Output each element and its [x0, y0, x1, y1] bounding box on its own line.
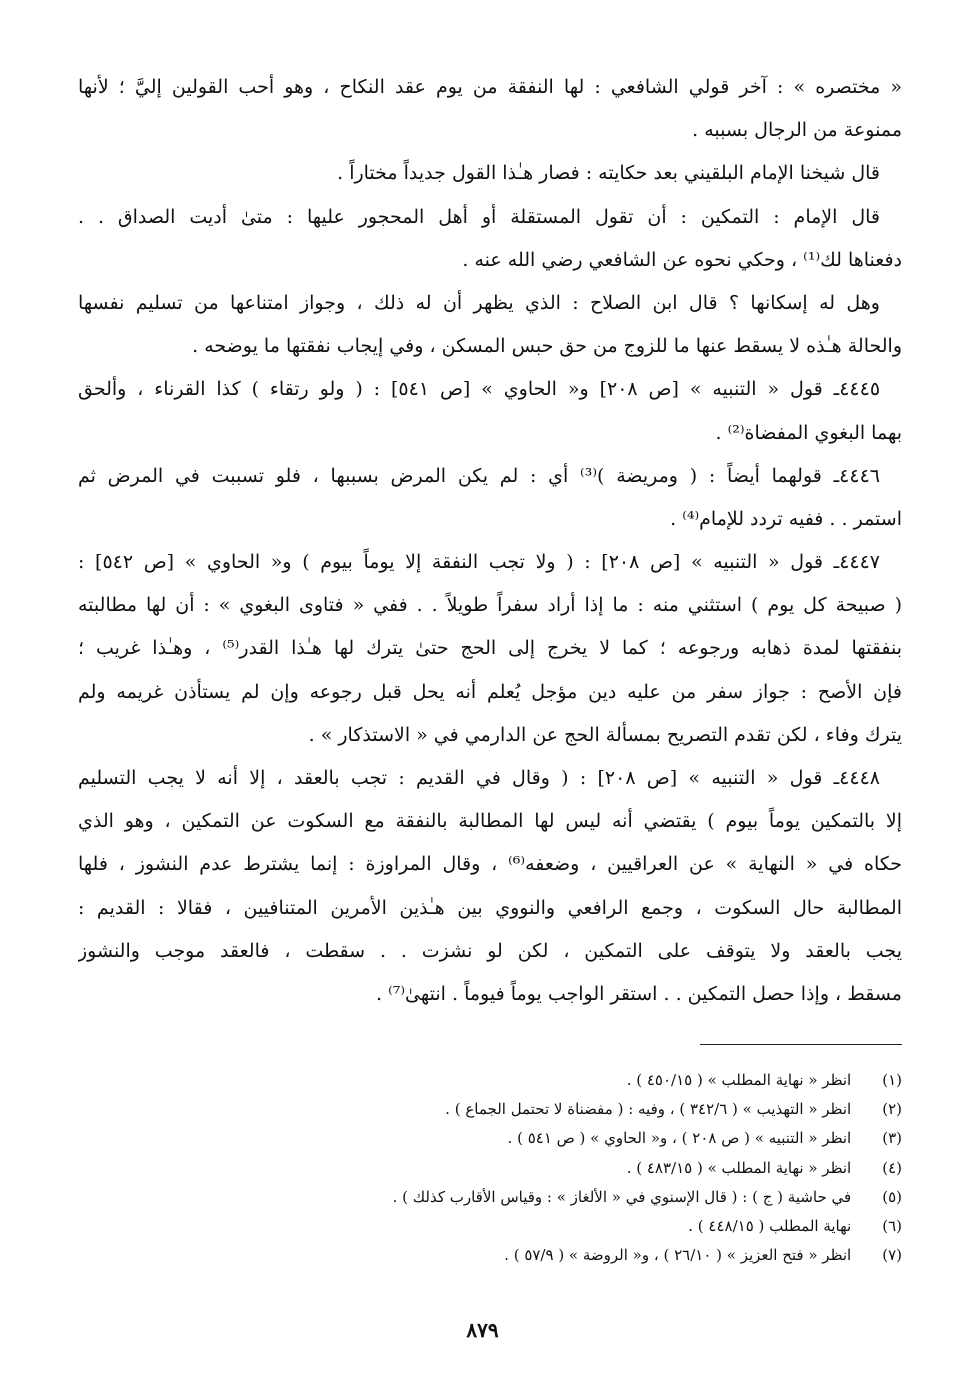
- text-line-4: قال الإمام : التمكين : أن تقول المستقلة أو أهل المحجور عليها : متىٰ أديت الصداق . .: [78, 205, 880, 228]
- text-line-5: دفعناها لك⁽¹⁾ ، وحكي نحوه عن الشافعي رضي الله عنه .: [462, 248, 902, 271]
- text-line-9: بهما البغوي المفضاة⁽²⁾ .: [715, 421, 902, 444]
- footnote-4: [78, 1154, 902, 1183]
- footnotes: [78, 1066, 902, 1270]
- text-line-20: المطالبة حال السكوت ، وجمع الرافعي والنووي بين هـٰذين الأمرين المتنافيين ، فقالا : القديم :: [78, 896, 902, 919]
- footnote-3: [78, 1124, 902, 1153]
- footnote-5: [78, 1183, 902, 1212]
- footnote-6: [78, 1212, 902, 1241]
- footnote-2: [78, 1095, 902, 1124]
- footnote-separator: [700, 1044, 902, 1045]
- text-line-21: يجب بالعقد ولا يتوقف على التمكين ، لكن لو نشزت . . سقطت ، فالعقد موجب والنشوز: [78, 939, 902, 962]
- footnote-number: (٤): [882, 1158, 902, 1177]
- text-line-3: قال شيخنا الإمام البلقيني بعد حكايته : فصار هـٰذا القول جديداً مختاراً .: [337, 162, 880, 185]
- text-line-15: فإن الأصح : جواز سفر من عليه دين مؤجل يُعلم أنه يحل قبل رجوعه وإن لم يستأذن غريمه ولم: [78, 680, 902, 703]
- text-line-6: وهل له إسكانها ؟ قال ابن الصلاح : الذي يظهر أن له ذلك ، وجواز امتناعها من تسليم نفسها: [78, 291, 880, 314]
- text-line-2: ممنوعة من الرجال بسببه .: [692, 119, 902, 142]
- text-line-12: ٤٤٤٧ـ قول « التنبيه » [ص ٢٠٨] : ( ولا تجب النفقة إلا يوماً بيوم ) و« الحاوي » [ص ٥٤٢] :: [78, 551, 881, 574]
- footnote-number: (٣): [882, 1129, 902, 1148]
- text-line-7: والحالة هـٰذه لا يسقط عنها ما للزوج من حق حبس المسكن ، وفي إيجاب نفقتها ما يوضحه .: [192, 335, 902, 358]
- footnote-text: انظر « التهذيب » ( ٣٤٢/٦ ) ، وفيه : ( مفضناة لا تحتمل الجماع ) .: [445, 1100, 852, 1119]
- text-line-13: ( صبيحة كل يوم ) استثني منه : ما إذا أراد سفراً طويلاً . . ففي « فتاوى البغوي » : أن لها مطالبته: [78, 594, 902, 617]
- text-line-22: مسقط ، وإذا حصل التمكين . . استقر الواجب يوماً فيوماً . انتهىٰ⁽⁷⁾ .: [376, 982, 902, 1005]
- footnote-text: انظر « فتح العزيز » ( ٢٦/١٠ ) ، و« الروضة » ( ٥٧/٩ ) .: [504, 1246, 852, 1265]
- text-line-10: ٤٤٤٦ـ قولهما أيضاً : ( ومريضة )⁽³⁾ أي : لم يكن المرض بسببها ، فلو تسببت في المرض ثم: [78, 464, 880, 487]
- text-line-1: « مختصره » : آخر قولي الشافعي : لها النفقة من يوم عقد النكاح ، وهو أحب القولين إليَّ ؛ لأنها: [78, 76, 902, 98]
- footnote-number: (٧): [882, 1246, 902, 1265]
- footnote-text: انظر « التنبيه » ( ص ٢٠٨ ) ، و« الحاوي » ( ص ٥٤١ ) .: [507, 1129, 852, 1148]
- text-line-14: بنفقتها لمدة ذهابه ورجوعه ؛ كما لا يخرج إلى الحج حتىٰ يترك لها هـٰذا القدر⁽⁵⁾ ، وهـٰذا غريب ؛: [78, 637, 902, 660]
- footnote-number: (١): [882, 1071, 902, 1089]
- text-line-16: يترك وفاء ، لكن تقدم التصريح بمسألة الحج عن الدارمي في « الاستذكار » .: [308, 723, 902, 746]
- footnote-number: (٢): [882, 1100, 902, 1119]
- main-text: [78, 66, 902, 1016]
- page-number: ٨٧٩: [466, 1318, 499, 1342]
- text-line-8: ٤٤٤٥ـ قول « التنبيه » [ص ٢٠٨] و« الحاوي » [ص ٥٤١] : ( ولو رتقاء ) كذا القرناء ، وألحق: [78, 378, 881, 401]
- footnote-text: انظر « نهاية المطلب » ( ٤٨٣/١٥ ) .: [626, 1158, 852, 1177]
- footnote-number: (٥): [882, 1187, 902, 1206]
- text-line-11: استمر . . ففيه تردد للإمام⁽⁴⁾ .: [670, 507, 902, 530]
- footnote-number: (٦): [882, 1216, 902, 1235]
- text-line-18: إلا بالتمكين يوماً بيوم ) يقتضي أنه ليس لها المطالبة بالنفقة مع السكوت عن التمكين ، وهو الذي: [78, 810, 902, 833]
- footnote-1: [78, 1066, 902, 1095]
- footnote-text: نهاية المطلب ( ٤٤٨/١٥ ) .: [688, 1216, 852, 1235]
- footnote-text: في حاشية ( ج ) : ( قال الإسنوي في « الألغاز » : وقياس الأقارب كذلك ) .: [392, 1187, 852, 1206]
- text-line-17: ٤٤٤٨ـ قول « التنبيه » [ص ٢٠٨] : ( وقال في القديم : تجب بالعقد ، إلا أنه لا يجب التسليم: [78, 767, 880, 789]
- body-paragraphs: [78, 66, 902, 1016]
- text-line-19: حكاه في « النهاية » عن العراقيين ، وضعفه⁽⁶⁾ ، وقال المراوزة : إنما يشترط عدم النشوز ، فلها: [78, 853, 902, 876]
- footnote-text: انظر « نهاية المطلب » ( ٤٥٠/١٥ ) .: [626, 1071, 852, 1089]
- footnote-7: [78, 1241, 902, 1270]
